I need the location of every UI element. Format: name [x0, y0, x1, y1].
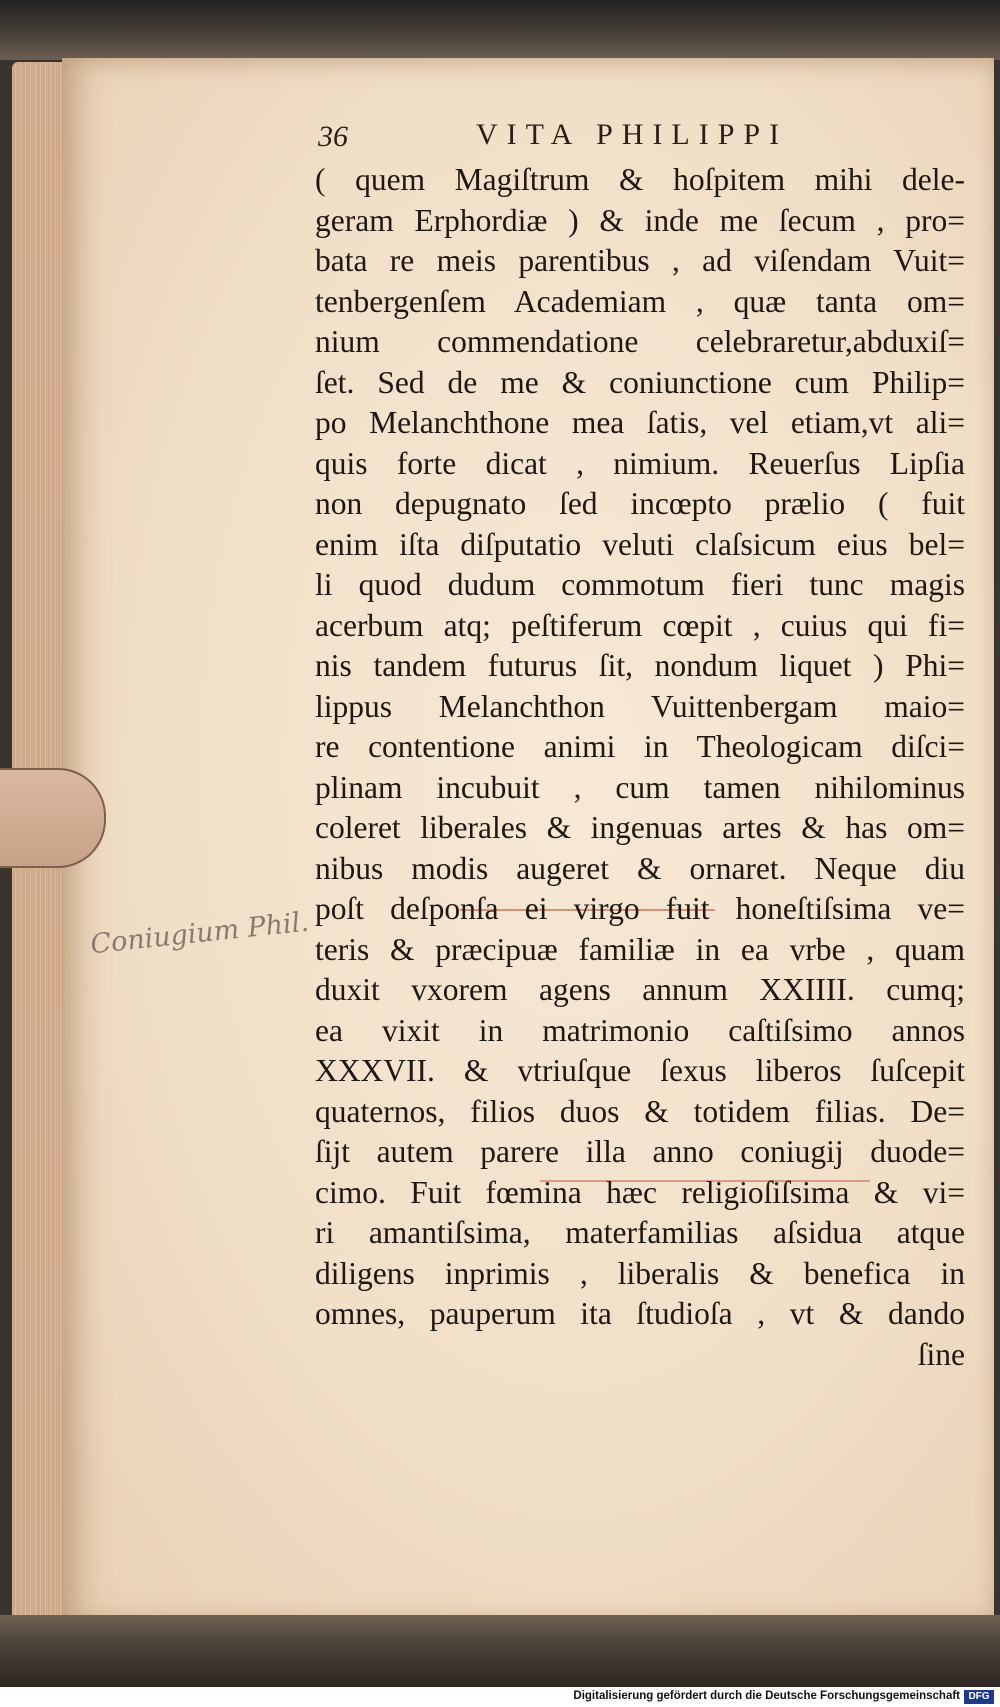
text-line: cimo. Fuit fœmina hæc religioſiſsima & vi= [315, 1174, 965, 1210]
text-line: duxit vxorem agens annum XXIIII. cumq; [315, 972, 965, 1007]
marginal-note: Coniugium Phil. [88, 906, 311, 961]
text-line: quis forte dicat , nimium. Reuerſus Lipſia [315, 445, 965, 481]
text-line: quaternos, filios duos & totidem filias. De= [315, 1093, 965, 1129]
text-line: enim iſta diſputatio veluti claſsicum eius bel= [315, 526, 965, 562]
text-line: omnes, pauperum ita ſtudioſa , vt & dando [315, 1296, 965, 1331]
text-line: ri amantiſsima, materfamilias aſsidua atque [315, 1215, 965, 1250]
running-head [318, 116, 978, 156]
running-title: VITA PHILIPPI [476, 118, 789, 151]
book-cover-top [0, 0, 1000, 60]
text-line: diligens inprimis , liberalis & benefica in [315, 1255, 965, 1291]
text-line: tenbergenſem Academiam , quæ tanta om= [315, 283, 965, 319]
body-text [315, 160, 965, 1375]
text-line: po Melanchthone mea ſatis, vel etiam,vt ali= [315, 405, 965, 440]
text-line: nis tandem futurus ſit, nondum liquet ) Phi= [315, 648, 965, 683]
page-number: 36 [318, 120, 348, 153]
text-line: bata re meis parentibus , ad viſendam Vuit= [315, 243, 965, 278]
text-line: teris & præcipuæ familiæ in ea vrbe , quam [315, 931, 965, 967]
text-line: poſt deſponſa ei virgo fuit honeſtiſsima ve= [315, 891, 965, 926]
text-line: ſet. Sed de me & coniunctione cum Philip= [315, 364, 965, 400]
dfg-logo: DFG [964, 1690, 994, 1704]
text-line: acerbum atq; peſtiferum cœpit , cuius qui fi= [315, 607, 965, 643]
text-line: ea vixit in matrimonio caſtiſsimo annos [315, 1012, 965, 1048]
funding-credit: Digitalisierung gefördert durch die Deutsche Forschungsgemeinschaft [573, 1690, 960, 1702]
text-line: XXXVII. & vtriuſque ſexus liberos ſuſcepit [315, 1053, 965, 1088]
text-line: re contentione animi in Theologicam diſci= [315, 729, 965, 764]
text-line: coleret liberales & ingenuas artes & has om= [315, 810, 965, 845]
text-line: plinam incubuit , cum tamen nihilominus [315, 769, 965, 805]
catchword: ſine [917, 1336, 965, 1372]
text-line: li quod dudum commotum fieri tunc magis [315, 567, 965, 602]
text-line: non depugnato ſed incœpto prælio ( fuit [315, 486, 965, 521]
text-line: lippus Melanchthon Vuittenbergam maio= [315, 688, 965, 724]
book-cover-bottom [0, 1615, 1000, 1687]
page-clip [0, 768, 106, 868]
text-line: ſijt autem parere illa anno coniugij duode= [315, 1134, 965, 1169]
text-line: nibus modis augeret & ornaret. Neque diu [315, 850, 965, 886]
text-line: geram Erphordiæ ) & inde me ſecum , pro= [315, 202, 965, 238]
text-line: ( quem Magiſtrum & hoſpitem mihi dele- [315, 162, 965, 197]
digitization-footer [0, 1687, 1000, 1707]
text-line: nium commendatione celebraretur,abduxiſ= [315, 324, 965, 359]
